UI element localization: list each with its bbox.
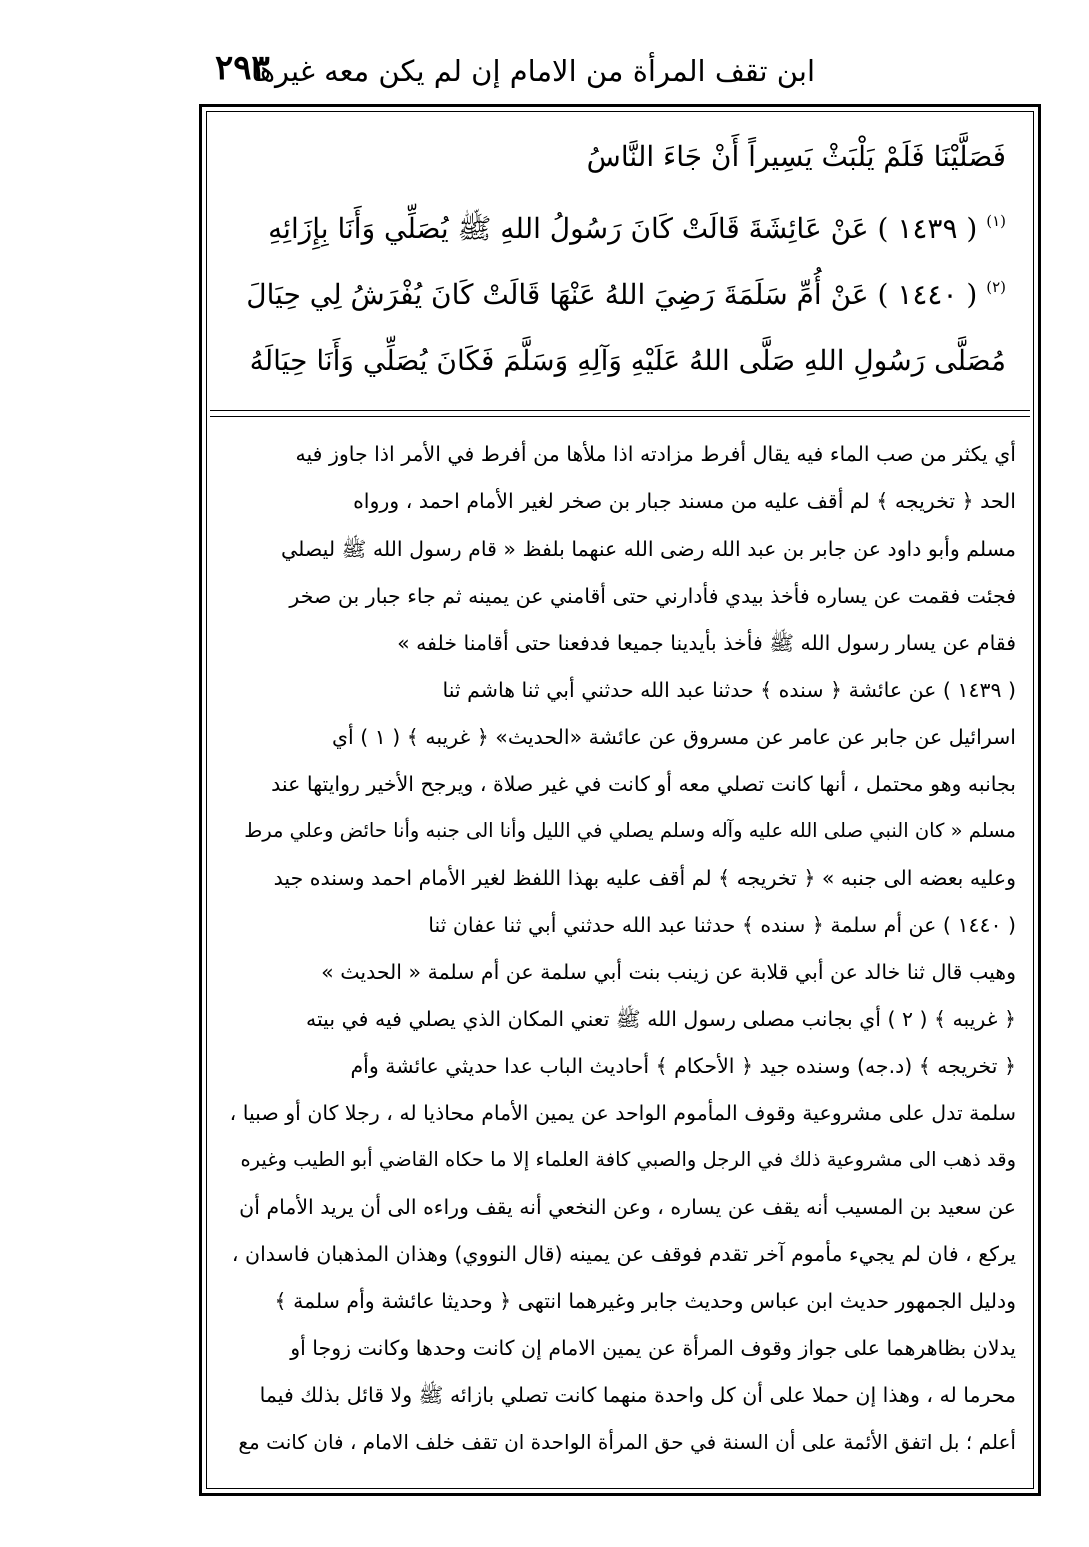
commentary-line: يدلان بظاهرهما على جواز وقوف المرأة عن يمين الامام إن كانت وحدها وكانت زوجا أو bbox=[290, 1336, 1016, 1360]
section-separator bbox=[210, 410, 1030, 411]
commentary-line: الحد ﴿ تخريجه ﴾ لم أقف عليه من مسند جبار بن صخر لغير الأمام احمد ، ورواه bbox=[353, 489, 1016, 513]
commentary-line: اسرائيل عن جابر عن عامر عن مسروق عن عائشة «الحديث» ﴿ غريبه ﴾ ( ١ ) أي bbox=[331, 725, 1016, 749]
running-title: ابن تقف المرأة من الامام إن لم يكن معه غيرها bbox=[250, 54, 815, 88]
hadith-line: فَصَلَّيْنَا فَلَمْ يَلْبَثْ يَسِيراً أَنْ جَاءَ النَّاسُ bbox=[586, 140, 1006, 173]
commentary-line: فجئت فقمت عن يساره فأخذ بيدي فأدارني حتى أقامني عن يمينه ثم جاء جبار بن صخر bbox=[289, 584, 1016, 608]
commentary-line: وعليه بعضه الى جنبه » ﴿ تخريجه ﴾ لم أقف عليه بهذا اللفظ لغير الأمام احمد وسنده جيد bbox=[273, 866, 1016, 890]
commentary-line: مسلم « كان النبي صلى الله عليه وآله وسلم يصلي في الليل وأنا الى جنبه وأنا حائض وعلي مرط bbox=[244, 819, 1016, 842]
commentary-line: ﴿ تخريجه ﴾ (د.جه) وسنده جيد ﴿ الأحكام ﴾ أحاديث الباب عدا حديثي عائشة وأم bbox=[350, 1054, 1016, 1078]
footnote-marker: (١) bbox=[986, 212, 1006, 230]
commentary-line: محرما له ، وهذا إن حملا على أن كل واحدة منهما كانت تصلي بازائه ﷺ ولا قائل بذلك فيما bbox=[259, 1383, 1016, 1407]
footnote-marker: (٢) bbox=[986, 278, 1006, 296]
commentary-line: ( ١٤٤٠ ) عن أم سلمة ﴿ سنده ﴾ حدثنا عبد الله حدثني أبي ثنا عفان ثنا bbox=[428, 913, 1016, 937]
hadith-line bbox=[226, 278, 1006, 311]
commentary-line: سلمة تدل على مشروعية وقوف المأموم الواحد عن يمين الأمام محاذيا له ، رجلا كان أو صبيا ، bbox=[229, 1101, 1016, 1125]
hadith-text: ( ١٤٣٩ ) عَنْ عَائِشَةَ قَالَتْ كَانَ رَسُولُ اللهِ ﷺ يُصَلِّي وَأَنَا بِإِزَائِهِ bbox=[268, 212, 978, 245]
page-number: ٢٩٣ bbox=[215, 48, 270, 88]
commentary-line: أعلم ؛ بل اتفق الأئمة على أن السنة في حق المرأة الواحدة ان تقف خلف الامام ، فان كانت مع bbox=[238, 1430, 1016, 1454]
commentary-line: مسلم وأبو داود عن جابر بن عبد الله رضى الله عنهما بلفظ « قام رسول الله ﷺ ليصلي bbox=[280, 537, 1016, 561]
commentary-line: عن سعيد بن المسيب أنه يقف عن يساره ، وعن النخعي أنه يقف وراءه الى أن يريد الأمام أن bbox=[239, 1195, 1016, 1219]
commentary-line: فقام عن يسار رسول الله ﷺ فأخذ بأيدينا جميعا فدفعنا حتى أقامنا خلفه » bbox=[397, 631, 1016, 655]
page-header bbox=[215, 46, 815, 102]
page-frame-inner bbox=[206, 111, 1034, 1489]
commentary-line: أي يكثر من صب الماء فيه يقال أفرط مزادته اذا ملأها من أفرط في الأمر اذا جاوز فيه bbox=[295, 442, 1016, 466]
commentary-line: ﴿ غريبه ﴾ ( ٢ ) أي بجانب مصلى رسول الله ﷺ تعني المكان الذي يصلي فيه في بيته bbox=[305, 1007, 1016, 1031]
commentary-line: وهيب قال ثنا خالد عن أبي قلابة عن زينب بنت أبي سلمة عن أم سلمة « الحديث » bbox=[321, 960, 1016, 984]
commentary-line: وقد ذهب الى مشروعية ذلك في الرجل والصبي كافة العلماء إلا ما حكاه القاضي أبو الطيب وغيره bbox=[240, 1148, 1016, 1171]
hadith-text: ( ١٤٤٠ ) عَنْ أُمِّ سَلَمَةَ رَضِيَ اللهُ عَنْهَا قَالَتْ كَانَ يُفْرَشُ لِي حِيَالَ bbox=[246, 278, 978, 311]
hadith-line bbox=[226, 212, 1006, 252]
commentary-line: ودليل الجمهور حديث ابن عباس وحديث جابر وغيرهما انتهى ﴿ وحديثا عائشة وأم سلمة ﴾ bbox=[274, 1289, 1016, 1313]
commentary-line: ( ١٤٣٩ ) عن عائشة ﴿ سنده ﴾ حدثنا عبد الله حدثني أبي ثنا هاشم ثنا bbox=[442, 678, 1016, 702]
section-separator bbox=[210, 416, 1030, 417]
commentary-line: بجانبه وهو محتمل ، أنها كانت تصلي معه أو كانت في غير صلاة ، ويرجح الأخير روايتها عند bbox=[271, 772, 1016, 796]
hadith-line: مُصَلَّى رَسُولِ اللهِ صَلَّى اللهُ عَلَيْهِ وَآلِهِ وَسَلَّمَ فَكَانَ يُصَلِّي وَأَنَا حِيَالَهُ bbox=[249, 344, 1006, 377]
commentary-line: يركع ، فان لم يجيء مأموم آخر تقدم فوقف عن يمينه (قال النووي) وهذان المذهبان فاسدان ، bbox=[231, 1242, 1016, 1266]
